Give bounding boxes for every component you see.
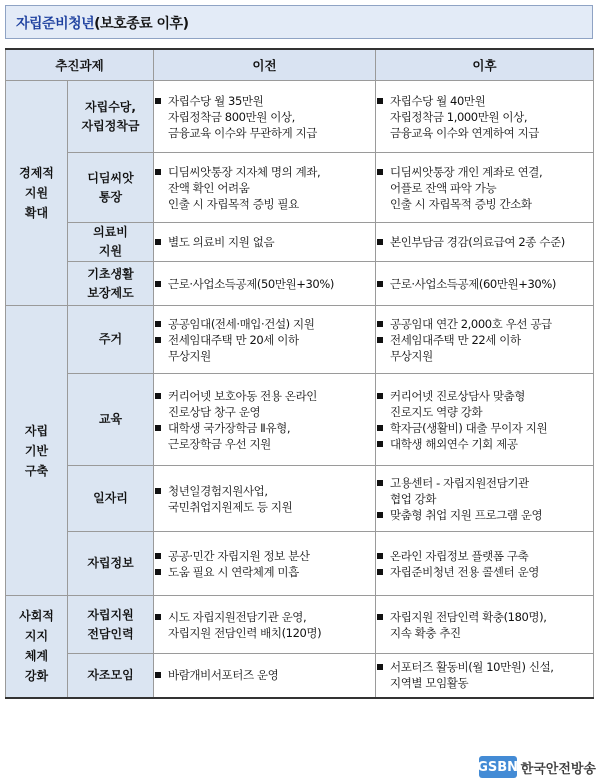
item-text: 커리어넷 보호아동 전용 온라인 [168, 388, 317, 403]
subtask-line: 자립지원 [87, 607, 134, 622]
item-text: 금융교육 이수와 연계하여 지급 [390, 125, 539, 140]
item-text: 자립수당 월 40만원 [390, 93, 486, 108]
after-list [376, 276, 593, 292]
list-item [376, 609, 593, 641]
after-cell [376, 262, 594, 306]
subtask-line: 디딤씨앗 [87, 170, 134, 185]
before-list [154, 548, 375, 580]
item-text: 지역별 모임활동 [390, 676, 469, 691]
category-cell [6, 596, 68, 698]
item-text: 자립정착금 800만원 이상, [168, 109, 295, 124]
list-item [154, 564, 375, 580]
square-bullet-icon [377, 614, 383, 620]
after-cell [376, 654, 594, 698]
item-text: 국민취업지원제도 등 지원 [168, 499, 293, 514]
table-row [6, 466, 594, 532]
policy-table [5, 48, 594, 699]
list-item [154, 234, 375, 250]
after-list [376, 659, 593, 691]
list-item [376, 332, 593, 364]
square-bullet-icon [155, 321, 161, 327]
square-bullet-icon [155, 553, 161, 559]
square-bullet-icon [377, 553, 383, 559]
item-text: 자립준비청년 전용 콜센터 운영 [390, 564, 539, 579]
item-text: 근로장학금 우선 지원 [168, 436, 271, 451]
table-row [6, 654, 594, 698]
list-item [154, 667, 375, 683]
broadcaster-name: 한국안전방송 [520, 761, 596, 777]
after-cell [376, 223, 594, 262]
before-list [154, 388, 375, 452]
before-cell [154, 81, 376, 153]
list-item [154, 548, 375, 564]
subtask-line: 지원 [98, 244, 123, 258]
item-text: 별도 의료비 지원 없음 [168, 235, 275, 249]
item-text: 진로상담 창구 운영 [168, 404, 261, 419]
square-bullet-icon [155, 488, 161, 494]
subtask-cell [68, 596, 154, 654]
broadcaster-logo: GSBN [479, 756, 517, 778]
title-highlight: 자립준비청년 [16, 16, 95, 32]
before-list [154, 609, 375, 641]
list-item [376, 276, 593, 292]
item-text: 전세임대주택 만 22세 이하 [390, 332, 521, 347]
category-line: 경제적 [19, 166, 54, 180]
square-bullet-icon [155, 393, 161, 399]
item-text: 근로·사업소득공제(50만원+30%) [168, 276, 334, 291]
list-item [376, 164, 593, 212]
square-bullet-icon [155, 239, 161, 245]
before-cell [154, 596, 376, 654]
before-cell [154, 374, 376, 466]
after-list [376, 609, 593, 641]
list-item [154, 483, 375, 515]
item-text: 학자금(생활비) 대출 무이자 지원 [390, 420, 548, 435]
category-line: 체계 [24, 649, 49, 664]
table-row [6, 81, 594, 153]
before-list [154, 667, 375, 683]
before-cell [154, 466, 376, 532]
square-bullet-icon [377, 169, 383, 175]
category-cell [6, 306, 68, 596]
table-row [6, 374, 594, 466]
item-text: 어플로 잔액 파악 가능 [390, 180, 497, 195]
square-bullet-icon [155, 98, 161, 104]
item-text: 대학생 국가장학금 Ⅱ유형, [168, 420, 291, 435]
subtask-line: 기초생활 [87, 266, 134, 281]
square-bullet-icon [377, 393, 383, 399]
before-list [154, 316, 375, 364]
item-text: 서포터즈 활동비(월 10만원) 신설, [390, 660, 554, 675]
subtask-line: 의료비 [93, 225, 128, 239]
subtask-line: 주거 [98, 332, 123, 346]
category-cell [6, 81, 68, 306]
square-bullet-icon [155, 569, 161, 575]
list-item [154, 93, 375, 141]
header-after: 이후 [376, 49, 594, 81]
square-bullet-icon [155, 337, 161, 343]
before-cell [154, 262, 376, 306]
square-bullet-icon [155, 425, 161, 431]
subtask-line: 전담인력 [87, 626, 134, 641]
item-text: 협업 강화 [390, 491, 437, 506]
category-line: 지지 [24, 629, 49, 644]
list-item [376, 436, 593, 452]
item-text: 본인부담금 경감(의료급여 2종 수준) [390, 235, 565, 249]
item-text: 맞춤형 취업 지원 프로그램 운영 [390, 507, 543, 522]
list-item [154, 164, 375, 212]
item-text: 자립지원 전담인력 배치(120명) [168, 625, 322, 640]
subtask-cell [68, 306, 154, 374]
item-text: 대학생 해외연수 기회 제공 [390, 436, 518, 451]
list-item [376, 234, 593, 250]
subtask-line: 자조모임 [87, 667, 134, 682]
subtask-line: 통장 [98, 189, 123, 204]
item-text: 온라인 자립정보 플랫폼 구축 [390, 548, 529, 563]
list-item [376, 564, 593, 580]
list-item [376, 507, 593, 523]
square-bullet-icon [155, 672, 161, 678]
table-row [6, 306, 594, 374]
before-list [154, 483, 375, 515]
item-text: 인출 시 자립목적 증빙 필요 [168, 196, 299, 211]
item-text: 디딤씨앗통장 지자체 명의 계좌, [168, 164, 321, 179]
list-item [154, 420, 375, 452]
header-before: 이전 [154, 49, 376, 81]
after-list [376, 388, 593, 452]
before-cell [154, 532, 376, 596]
item-text: 잔액 확인 어려움 [168, 180, 250, 195]
square-bullet-icon [377, 425, 383, 431]
before-cell [154, 654, 376, 698]
item-text: 무상지원 [390, 348, 433, 363]
subtask-line: 일자리 [93, 491, 128, 505]
subtask-line: 자립정보 [87, 556, 134, 570]
category-line: 강화 [24, 669, 49, 684]
list-item [376, 93, 593, 141]
subtask-cell [68, 374, 154, 466]
after-list [376, 93, 593, 141]
before-list [154, 276, 375, 292]
before-cell [154, 153, 376, 223]
item-text: 공공·민간 자립지원 정보 분산 [168, 548, 310, 563]
list-item [154, 332, 375, 364]
subtask-cell [68, 262, 154, 306]
list-item [376, 420, 593, 436]
square-bullet-icon [377, 480, 383, 486]
item-text: 바람개비서포터즈 운영 [168, 668, 279, 683]
subtask-cell [68, 466, 154, 532]
subtask-cell [68, 223, 154, 262]
before-cell [154, 306, 376, 374]
subtask-line: 자립수당, [85, 99, 136, 114]
before-list [154, 93, 375, 141]
item-text: 근로·사업소득공제(60만원+30%) [390, 276, 556, 291]
table-row [6, 262, 594, 306]
item-text: 시도 자립지원전담기관 운영, [168, 609, 307, 624]
subtask-cell [68, 153, 154, 223]
after-cell [376, 306, 594, 374]
square-bullet-icon [377, 281, 383, 287]
item-text: 도움 필요 시 연락체계 미흡 [168, 564, 299, 579]
after-cell [376, 374, 594, 466]
item-text: 디딤씨앗통장 개인 계좌로 연결, [390, 164, 543, 179]
category-line: 사회적 [19, 609, 54, 624]
list-item [376, 316, 593, 332]
page-title [16, 13, 188, 33]
before-cell [154, 223, 376, 262]
watermark [479, 754, 596, 780]
list-item [154, 316, 375, 332]
item-text: 자립정착금 1,000만원 이상, [390, 109, 528, 124]
square-bullet-icon [377, 321, 383, 327]
square-bullet-icon [155, 169, 161, 175]
subtask-cell [68, 654, 154, 698]
after-list [376, 316, 593, 364]
list-item [376, 548, 593, 564]
square-bullet-icon [155, 281, 161, 287]
list-item [376, 475, 593, 507]
square-bullet-icon [377, 664, 383, 670]
before-list [154, 234, 375, 250]
item-text: 공공임대 연간 2,000호 우선 공급 [390, 316, 552, 331]
after-list [376, 234, 593, 250]
square-bullet-icon [155, 614, 161, 620]
item-text: 공공임대(전세·매입·건설) 지원 [168, 316, 315, 331]
category-line: 구축 [24, 463, 49, 478]
after-cell [376, 81, 594, 153]
item-text: 금융교육 이수와 무관하게 지급 [168, 125, 317, 140]
table-row [6, 153, 594, 223]
list-item [376, 659, 593, 691]
after-cell [376, 596, 594, 654]
after-cell [376, 466, 594, 532]
list-item [376, 388, 593, 420]
item-text: 커리어넷 진로상담사 맞춤형 [390, 388, 526, 403]
subtask-line: 보장제도 [87, 285, 134, 300]
before-list [154, 164, 375, 212]
list-item [154, 388, 375, 420]
category-line: 지원 [24, 186, 49, 200]
item-text: 청년일경험지원사업, [168, 483, 268, 498]
after-cell [376, 532, 594, 596]
item-text: 지속 확충 추진 [390, 625, 461, 640]
list-item [154, 276, 375, 292]
square-bullet-icon [377, 239, 383, 245]
item-text: 고용센터 - 자립지원전담기관 [390, 475, 529, 490]
item-text: 인출 시 자립목적 증빙 간소화 [390, 196, 532, 211]
item-text: 전세임대주택 만 20세 이하 [168, 332, 299, 347]
square-bullet-icon [377, 337, 383, 343]
table-row [6, 596, 594, 654]
square-bullet-icon [377, 569, 383, 575]
item-text: 자립지원 전담인력 확충(180명), [390, 609, 547, 624]
after-list [376, 475, 593, 523]
title-bar [5, 5, 593, 39]
square-bullet-icon [377, 512, 383, 518]
after-list [376, 548, 593, 580]
square-bullet-icon [377, 98, 383, 104]
table-body [6, 81, 594, 698]
list-item [154, 609, 375, 641]
subtask-cell [68, 532, 154, 596]
square-bullet-icon [377, 441, 383, 447]
subtask-line: 자립정착금 [81, 118, 140, 133]
category-line: 기반 [24, 443, 49, 458]
item-text: 진로지도 역량 강화 [390, 404, 483, 419]
header-task: 추진과제 [6, 49, 154, 81]
table-row [6, 223, 594, 262]
category-line: 확대 [24, 206, 49, 220]
after-list [376, 164, 593, 212]
item-text: 자립수당 월 35만원 [168, 93, 264, 108]
table-row [6, 532, 594, 596]
category-line: 자립 [24, 423, 49, 438]
subtask-cell [68, 81, 154, 153]
table-header-row [6, 49, 594, 81]
subtask-line: 교육 [98, 412, 123, 426]
item-text: 무상지원 [168, 348, 211, 363]
after-cell [376, 153, 594, 223]
title-rest: (보호종료 이후) [94, 16, 189, 32]
